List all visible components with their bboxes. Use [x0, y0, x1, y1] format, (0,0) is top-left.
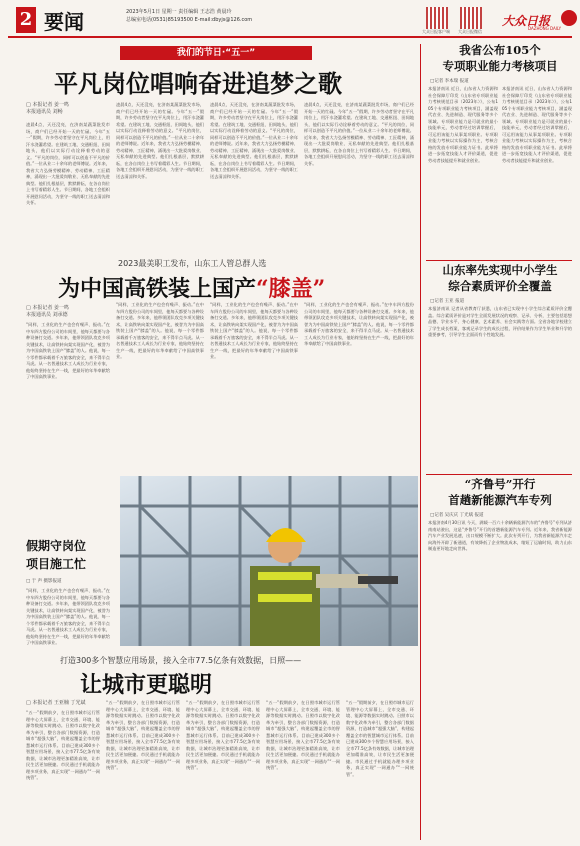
article-column: “同样，工业化的生产也会有噪声、振动。”在中车四方股份公司的车间里，他每天都要与各种设备打交道。多年来，他带领团队攻克多项关键技术，让高铁转向架实现国产化，被誉为为中国高铁装上国产“膝盖”的人。他说，每一个零件都承载着千万旅客的安全，来不得半点马虎。从一名普通技术工人成长为行业专家，他始终坚持在生产一线，把最好的年华奉献给了中国高铁事业。 — [210, 302, 298, 359]
side-headline: “齐鲁号”开行 首趟新能源汽车专列 — [448, 477, 552, 507]
article-column: 凌晨4点，天还没亮，在济南某蔬菜批发市场，商户们已经开始一天的忙碌。今年“五一”假期，许多劳动者坚守在平凡岗位上，用汗水浇灌希望。在建筑工地、交通枢纽、田间地头，他们以实际行动诠释着劳动的意义。“平凡的岗位，同样可以创造不平凡的价值。”一位从业二十余年的老师傅说。近年来，我省大力弘扬劳模精神、劳动精神、工匠精神，涌现出一大批爱岗敬业、无私奉献的先进典型。他们扎根基层，默默耕耘，在各自岗位上书写着精彩人生。节日期间，各地工会组织开展慰问活动，为坚守一线的职工送去清凉和关怀。 — [304, 102, 414, 166]
headline: 平凡岗位唱响奋进追梦之歌 — [54, 69, 342, 98]
page-number: 2 — [16, 7, 36, 33]
qr-code-icon — [460, 7, 482, 29]
article-column: “五一”假期前夕，在日照市城市运行管理中心大屏幕上，全市交通、环境、能源等数据实时跳动。日照市以数字化改革为牵引，整合各部门数据资源，打造城市“超强大脑”，构建起覆盖全市的智慧城市运行体系。目前已建成300多个智慧应用场景，接入全市77.5亿条有效数据，让城市治理更加精准高效，让市民生活更加便捷。市民通过手机就能办理多项业务，真正实现“一网通办”“一网统管”。 — [106, 700, 180, 770]
newspaper-logo-en: DAZHONG DAILY — [528, 26, 562, 31]
article-column: 凌晨4点，天还没亮，在济南某蔬菜批发市场，商户们已经开始一天的忙碌。今年“五一”假期，许多劳动者坚守在平凡岗位上，用汗水浇灌希望。在建筑工地、交通枢纽、田间地头，他们以实际行动诠释着劳动的意义。“平凡的岗位，同样可以创造不平凡的价值。”一位从业二十余年的老师傅说。近年来，我省大力弘扬劳模精神、劳动精神、工匠精神，涌现出一大批爱岗敬业、无私奉献的先进典型。他们扎根基层，默默耕耘，在各自岗位上书写着精彩人生。节日期间，各地工会组织开展慰问活动，为坚守一线的职工送去清凉和关怀。 — [116, 102, 204, 179]
article-column: “同样，工业化的生产也会有噪声、振动。”在中车四方股份公司的车间里，他每天都要与各种设备打交道。多年来，他带领团队攻克多项关键技术，让高铁转向架实现国产化，被誉为为中国高铁装上国产“膝盖”的人。他说，每一个零件都承载着千万旅客的安全，来不得半点马虎。从一名普通技术工人成长为行业专家，他始终坚持在生产一线，把最好的年华奉献给了中国高铁事业。 — [116, 302, 204, 359]
article-column: “五一”假期前夕，在日照市城市运行管理中心大屏幕上，全市交通、环境、能源等数据实时跳动。日照市以数字化改革为牵引，整合各部门数据资源，打造城市“超强大脑”，构建起覆盖全市的智慧城市运行体系。目前已建成300多个智慧应用场景，接入全市77.5亿条有效数据，让城市治理更加精准高效，让市民生活更加便捷。市民通过手机就能办理多项业务，真正实现“一网通办”“一网统管”。 — [26, 710, 100, 780]
article-column: “五一”假期前夕，在日照市城市运行管理中心大屏幕上，全市交通、环境、能源等数据实时跳动。日照市以数字化改革为牵引，整合各部门数据资源，打造城市“超强大脑”，构建起覆盖全市的智慧城市运行体系。目前已建成300多个智慧应用场景，接入全市77.5亿条有效数据，让城市治理更加精准高效，让市民生活更加便捷。市民通过手机就能办理多项业务，真正实现“一网通办”“一网统管”。 — [346, 700, 414, 777]
column-divider — [420, 44, 421, 840]
article-column: “同样，工业化的生产也会有噪声、振动。”在中车四方股份公司的车间里，他每天都要与各种设备打交道。多年来，他带领团队攻克多项关键技术，让高铁转向架实现国产化，被誉为为中国高铁装上国产“膝盖”的人。他说，每一个零件都承载着千万旅客的安全，来不得半点马虎。从一名普通技术工人成长为行业专家，他始终坚持在生产一线，把最好的年华奉献给了中国高铁事业。 — [304, 302, 414, 346]
logo-mark-icon — [561, 10, 577, 26]
photo-byline: □ 于 声 摄影报道 — [26, 579, 62, 584]
newspaper-logo: 大众日报 — [502, 14, 551, 28]
article-column: 凌晨4点，天还没亮，在济南某蔬菜批发市场，商户们已经开始一天的忙碌。今年“五一”假期，许多劳动者坚守在平凡岗位上，用汗水浇灌希望。在建筑工地、交通枢纽、田间地头，他们以实际行动诠释着劳动的意义。“平凡的岗位，同样可以创造不平凡的价值。”一位从业二十余年的老师傅说。近年来，我省大力弘扬劳模精神、劳动精神、工匠精神，涌现出一大批爱岗敬业、无私奉献的先进典型。他们扎根基层，默默耕耘，在各自岗位上书写着精彩人生。节日期间，各地工会组织开展慰问活动，为坚守一线的职工送去清凉和关怀。 — [26, 122, 110, 205]
article-column: 凌晨4点，天还没亮，在济南某蔬菜批发市场，商户们已经开始一天的忙碌。今年“五一”假期，许多劳动者坚守在平凡岗位上，用汗水浇灌希望。在建筑工地、交通枢纽、田间地头，他们以实际行动诠释着劳动的意义。“平凡的岗位，同样可以创造不平凡的价值。”一位从业二十余年的老师傅说。近年来，我省大力弘扬劳模精神、劳动精神、工匠精神，涌现出一大批爱岗敬业、无私奉献的先进典型。他们扎根基层，默默耕耘，在各自岗位上书写着精彩人生。节日期间，各地工会组织开展慰问活动，为坚守一线的职工送去清凉和关怀。 — [210, 102, 298, 179]
section-title: 要闻 — [44, 10, 84, 34]
article-column: “五一”假期前夕，在日照市城市运行管理中心大屏幕上，全市交通、环境、能源等数据实时跳动。日照市以数字化改革为牵引，整合各部门数据资源，打造城市“超强大脑”，构建起覆盖全市的智慧城市运行体系。目前已建成300多个智慧应用场景，接入全市77.5亿条有效数据，让城市治理更加精准高效，让市民生活更加便捷。市民通过手机就能办理多项业务，真正实现“一网通办”“一网统管”。 — [266, 700, 340, 770]
photo-caption — [26, 537, 86, 573]
article-column: 本报济南4月30日讯 今天，满载一百六十余辆新能源汽车的“齐鲁号”专列从济南南站驶出，这是“齐鲁号”开行的首趟新能源汽车专列。近年来，我省新能源汽车产业发展迅速，出口规模不断扩大。此次专列开行，为我省新能源汽车走向海外开辟了新通道，有效降低了企业物流成本，缩短了运输时间，助力山东制造更好地走向世界。 — [428, 520, 572, 551]
section-divider — [426, 474, 572, 475]
byline: □ 本报记者 王亚楠 丁光斌 — [26, 700, 86, 706]
qr-code-icon — [426, 7, 448, 29]
worker-photo — [120, 476, 418, 646]
headline-quote: “膝盖” — [256, 276, 326, 302]
headline — [80, 668, 212, 699]
kicker: 2023最美职工发布，山东工人管总群人选 — [118, 259, 267, 268]
qr-label: 大众日报客户端 — [422, 29, 450, 34]
article-column: 本报济南讯 近日，山东省人力资源和社会保障厅印发《山东省专项职业能力考核规范目录（2023年）》，公布105个专项职业能力考核项目，涵盖现代农业、先进制造、现代服务等多个领域。专项职业能力是可就业的最小技能单元，劳动者经过培训掌握后，可运用该能力从事某项职业。专项职业能力考核以实际操作为主，考核合格的发放专项职业能力证书。此举将进一步拓宽技能人才评价渠道，促进劳动者技能提升和就业创业。 — [428, 86, 498, 163]
section-divider — [426, 260, 572, 261]
byline: □记者 王亚 报道 — [430, 299, 465, 304]
masthead-meta — [126, 8, 252, 24]
holiday-ribbon: 我们的节日·“五一” — [120, 46, 312, 60]
worker-photo-art — [120, 476, 418, 646]
article-column: “五一”假期前夕，在日照市城市运行管理中心大屏幕上，全市交通、环境、能源等数据实时跳动。日照市以数字化改革为牵引，整合各部门数据资源，打造城市“超强大脑”，构建起覆盖全市的智慧城市运行体系。目前已建成300多个智慧应用场景，接入全市77.5亿条有效数据，让城市治理更加精准高效，让市民生活更加便捷。市民通过手机就能办理多项业务，真正实现“一网通办”“一网统管”。 — [186, 700, 260, 770]
photo-caption-text: 假期守岗位 项目施工忙 — [26, 539, 87, 571]
headline-text: 让城市更聪明 — [80, 672, 213, 698]
meta-line: 总编室电话(0531)85193500 E-mail:dbyjs@126.com — [126, 17, 253, 23]
photo-description: “同样，工业化的生产也会有噪声、振动。”在中车四方股份公司的车间里，他每天都要与各种设备打交道。多年来，他带领团队攻克多项关键技术，让高铁转向架实现国产化，被誉为为中国高铁装上国产“膝盖”的人。他说，每一个零件都承载着千万旅客的安全，来不得半点马虎。从一名普通技术工人成长为行业专家，他始终坚持在生产一线，把最好的年华奉献给了中国高铁事业。 — [26, 588, 110, 645]
byline: □ 本报记者 姜一鸣 本报通讯员 刘畅 — [26, 102, 69, 115]
byline: □ 本报记者 姜一鸣 本报通讯员 刘承德 — [26, 305, 69, 318]
byline: □记者 李本瑞 报道 — [430, 79, 469, 84]
headline-text: 为中国高铁装上国产 — [58, 276, 257, 302]
article-column: 本报济南讯 近日，山东省人力资源和社会保障厅印发《山东省专项职业能力考核规范目录（2023年）》，公布105个专项职业能力考核项目，涵盖现代农业、先进制造、现代服务等多个领域。专项职业能力是可就业的最小技能单元，劳动者经过培训掌握后，可运用该能力从事某项职业。专项职业能力考核以实际操作为主，考核合格的发放专项职业能力证书。此举将进一步拓宽技能人才评价渠道，促进劳动者技能提升和就业创业。 — [502, 86, 572, 163]
byline: □记者 吴庆庆 丁光斌 报道 — [430, 513, 484, 518]
article-column: “同样，工业化的生产也会有噪声、振动。”在中车四方股份公司的车间里，他每天都要与各种设备打交道。多年来，他带领团队攻克多项关键技术，让高铁转向架实现国产化，被誉为为中国高铁装上国产“膝盖”的人。他说，每一个零件都承载着千万旅客的安全，来不得半点马虎。从一名普通技术工人成长为行业专家，他始终坚持在生产一线，把最好的年华奉献给了中国高铁事业。 — [26, 322, 110, 379]
article-column: 本报济南讯 记者从省教育厅获悉，山东省已实现中小学生综合素质评价全覆盖。综合素质评价是对学生全面发展状况的观察、记录、分析，主要包括思想品德、学业水平、身心健康、艺术素养、社会实践等方面。全省各地学校建立了学生成长档案，客观记录学生的成长过程，评价结果作为学生毕业和升学的重要参考，引导学生全面而有个性地发展。 — [428, 306, 572, 337]
headline — [58, 272, 325, 303]
side-headline: 山东率先实现中小学生 综合素质评价全覆盖 — [442, 263, 558, 293]
qr-label: 大众日报微信 — [458, 29, 482, 34]
meta-line: 2023年5月1日 星期一 责任编辑 王志浩 黄晨玲 — [126, 9, 232, 15]
masthead — [8, 4, 572, 38]
side-headline: 我省公布105个 专项职业能力考核项目 — [442, 43, 558, 73]
kicker: 打造300多个智慧应用场景，接入全市77.5亿条有效数据，日照—— — [60, 656, 302, 665]
